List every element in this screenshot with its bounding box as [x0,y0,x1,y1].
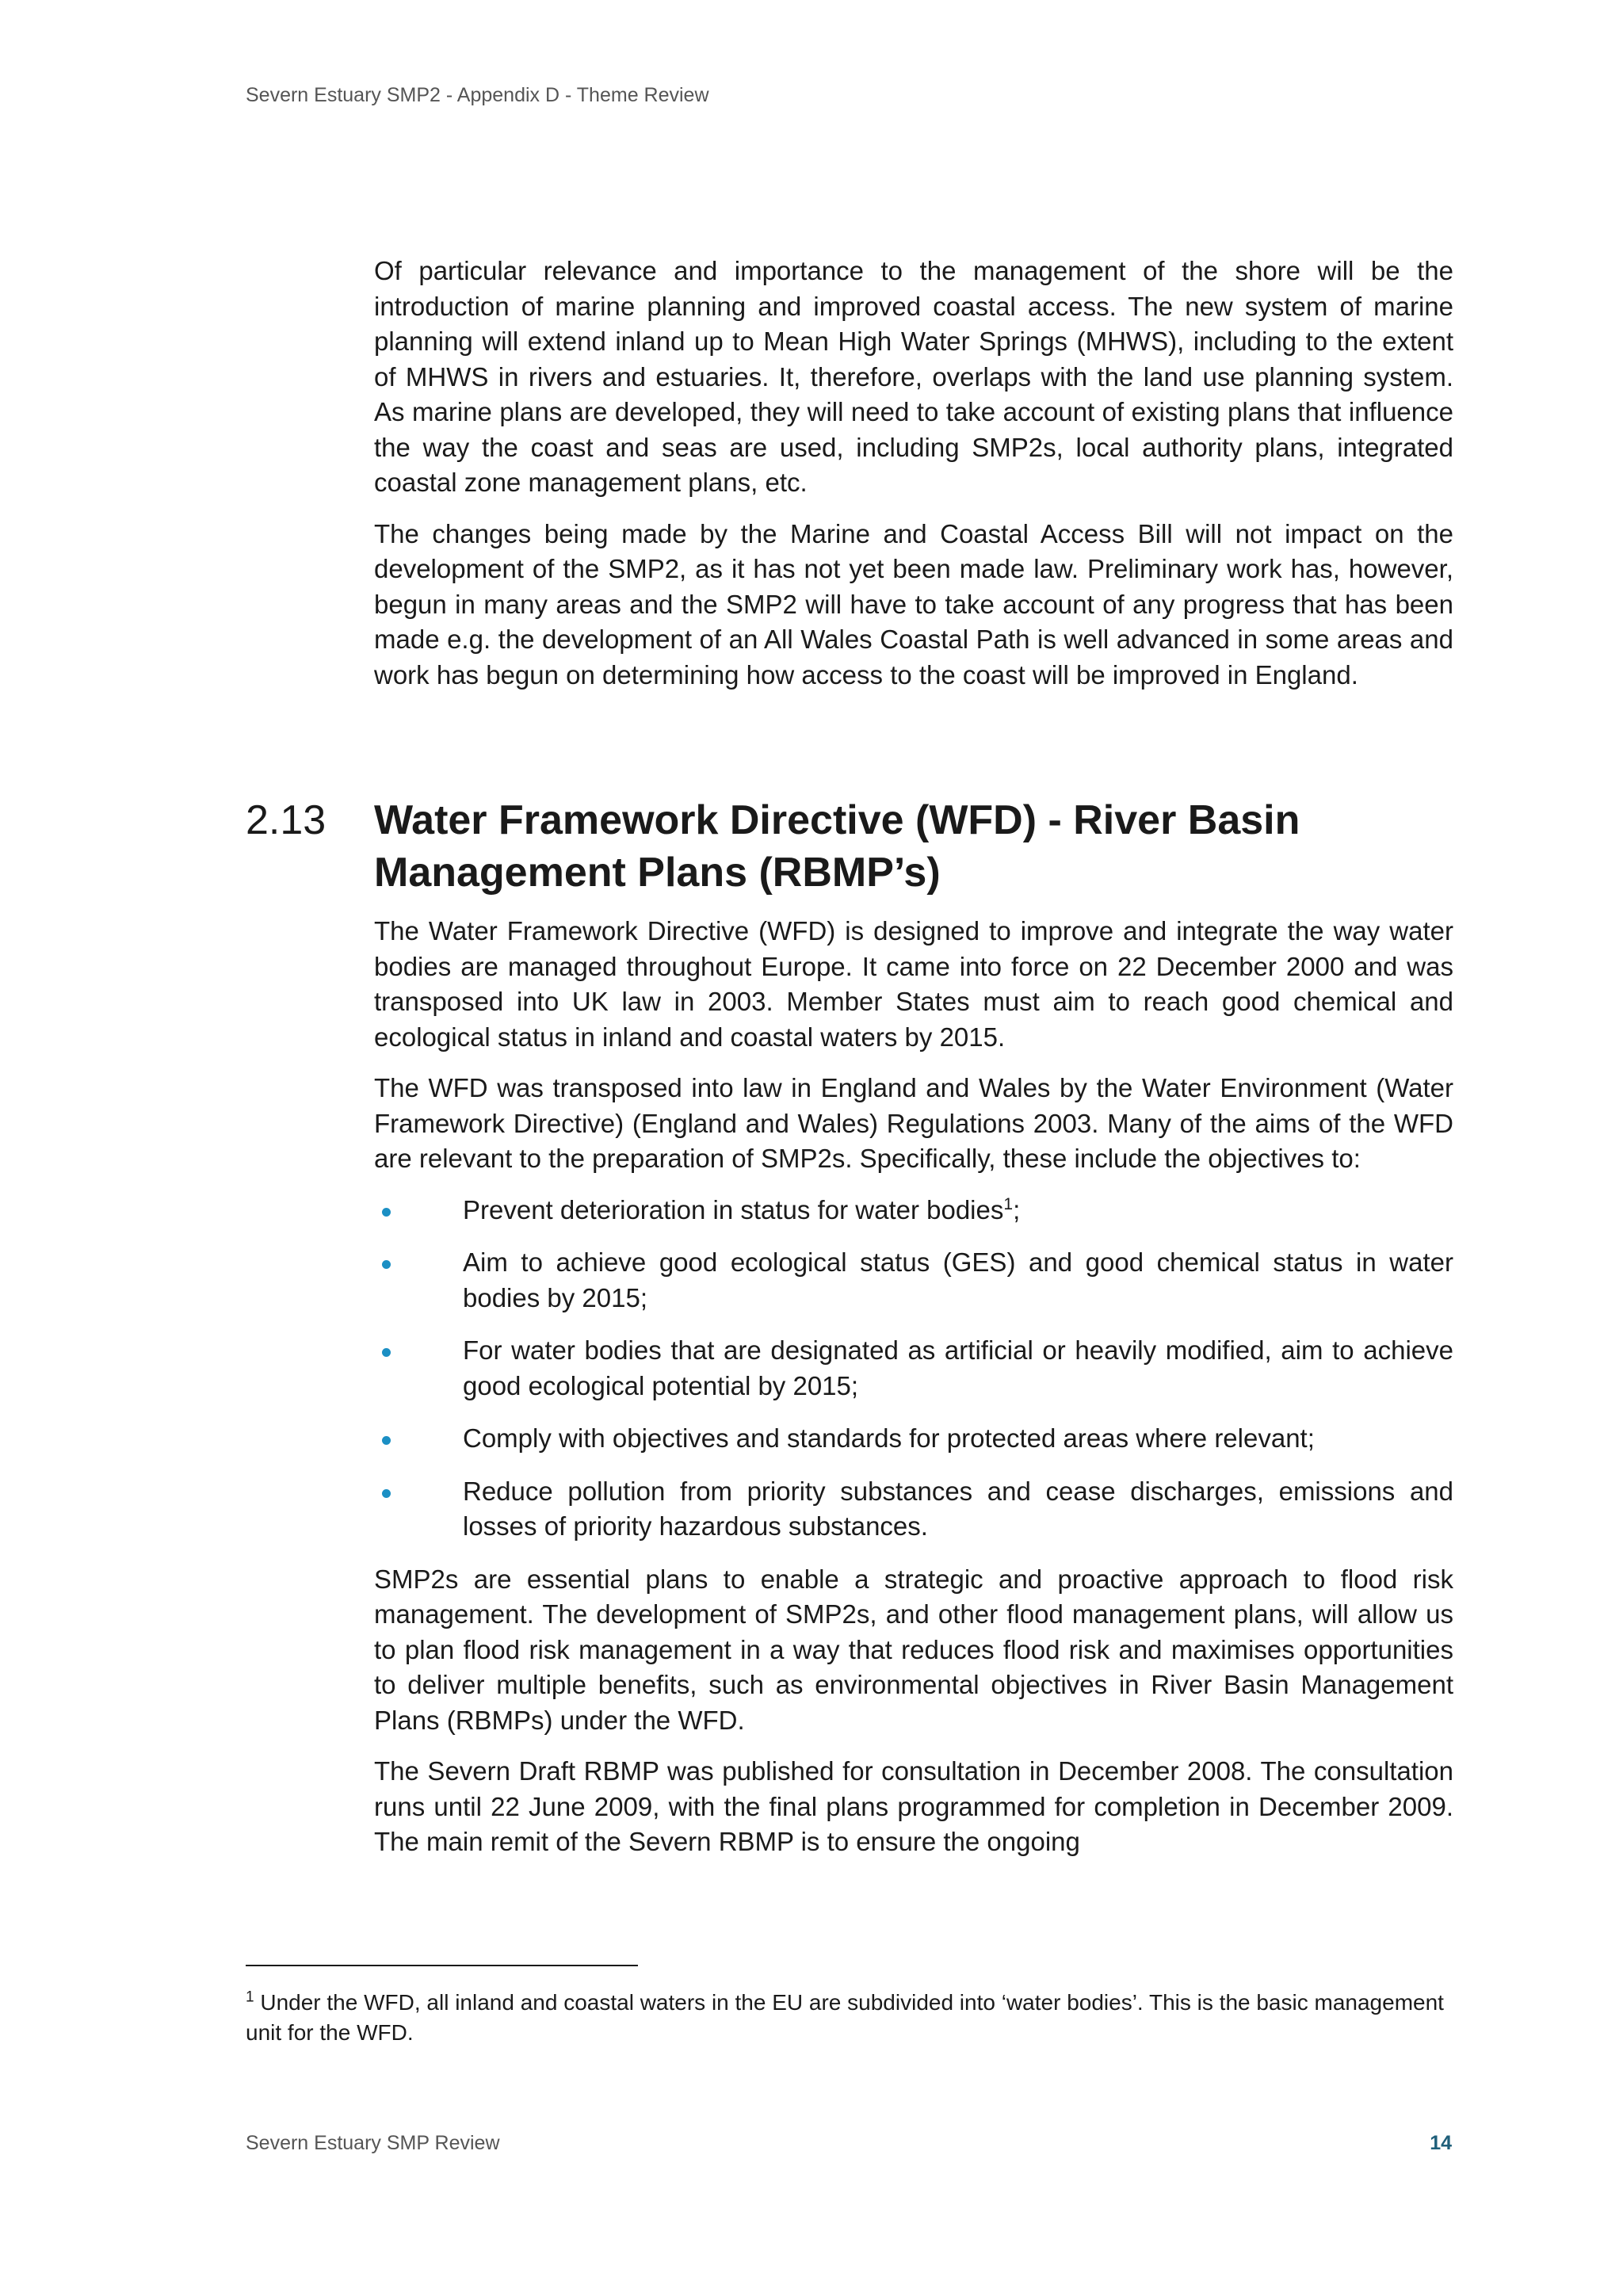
bullet-dot-icon [382,1348,391,1357]
bullet-dot-icon [382,1260,391,1269]
running-header: Severn Estuary SMP2 - Appendix D - Theme Review [246,84,709,106]
objective-item [374,1474,1453,1545]
objective-text: For water bodies that are designated as artificial or heavily modified, aim to achieve good ecological potential by 2015; [463,1335,1453,1400]
bullet-dot-icon [382,1436,391,1445]
footnote [246,1988,1450,2048]
intro-paragraph-1: Of particular relevance and importance to the management of the shore will be the introduction of marine planning and improved coastal access. The new system of marine planning will extend inland up to Mean High Water Springs (MHWS), including to the extent of MHWS in rivers and estuaries. It, therefore, overlaps with the land use planning system. As marine plans are developed, they will need to take account of existing plans that influence the way the coast and seas are used, including SMP2s, local authority plans, integrated coastal zone management plans, etc. [374,256,1453,497]
page-number: 14 [1430,2132,1452,2154]
intro-text-block [374,254,1453,709]
objective-text: Prevent deterioration in status for water bodies [463,1194,1004,1224]
section-heading: Water Framework Directive (WFD) - River Basin Management Plans (RBMP’s) [374,797,1300,896]
objectives-list [374,1193,1453,1545]
section-paragraph-1: The Water Framework Directive (WFD) is designed to improve and integrate the way water bodies are managed throughout Europe. It came into force on 22 December 2000 and was transposed into UK law in 2003. Member States must aim to reach good chemical and ecological status in inland and coastal waters by 2015. [374,916,1453,1052]
objective-item [374,1421,1453,1457]
footnote-text: Under the WFD, all inland and coastal waters in the EU are subdivided into ‘water bodies’. This is the basic management unit for the WFD. [246,1990,1444,2045]
section-paragraph-3: SMP2s are essential plans to enable a strategic and proactive approach to flood risk management. The development of SMP2s, and other flood management plans, will allow us to plan flood risk management in a way that reduces flood risk and maximises opportunities to deliver multiple benefits, such as environmental objectives in River Basin Management Plans (RBMPs) under the WFD. [374,1564,1453,1735]
objective-text: Reduce pollution from priority substances and cease discharges, emissions and losses of priority hazardous substances. [463,1476,1453,1541]
objective-text-tail: ; [1013,1194,1021,1224]
section-paragraph-4: The Severn Draft RBMP was published for consultation in December 2008. The consultation runs until 22 June 2009, with the final plans programmed for completion in December 2009. The main remit of the Severn RBMP is to ensure the ongoing [374,1756,1453,1856]
bullet-dot-icon [382,1489,391,1498]
objective-item [374,1245,1453,1316]
running-footer: Severn Estuary SMP Review [246,2132,500,2154]
objective-item [374,1193,1453,1228]
section-paragraph-2: The WFD was transposed into law in England and Wales by the Water Environment (Water Framework Directive) (England and Wales) Regulations 2003. Many of the aims of the WFD are relevant to the preparation of SMP2s. Specifically, these include the objectives to: [374,1073,1453,1173]
objective-text: Aim to achieve good ecological status (GES) and good chemical status in water bodies by 2015; [463,1247,1453,1312]
objective-text: Comply with objectives and standards for protected areas where relevant; [463,1423,1315,1453]
footnote-marker: 1 [246,1988,254,2006]
footnote-reference[interactable]: 1 [1003,1194,1014,1213]
objective-item [374,1333,1453,1404]
bullet-dot-icon [382,1208,391,1217]
section-number: 2.13 [246,797,327,843]
section-text-block [374,914,1453,1876]
intro-paragraph-2: The changes being made by the Marine and Coastal Access Bill will not impact on the development of the SMP2, as it has not yet been made law. Preliminary work has, however, begun in many areas and the SMP2 will have to take account of any progress that has been made e.g. the development of an All Wales Coastal Path is well advanced in some areas and work has begun on determining how access to the coast will be improved in England. [374,518,1453,690]
footnote-separator [246,1965,638,1966]
